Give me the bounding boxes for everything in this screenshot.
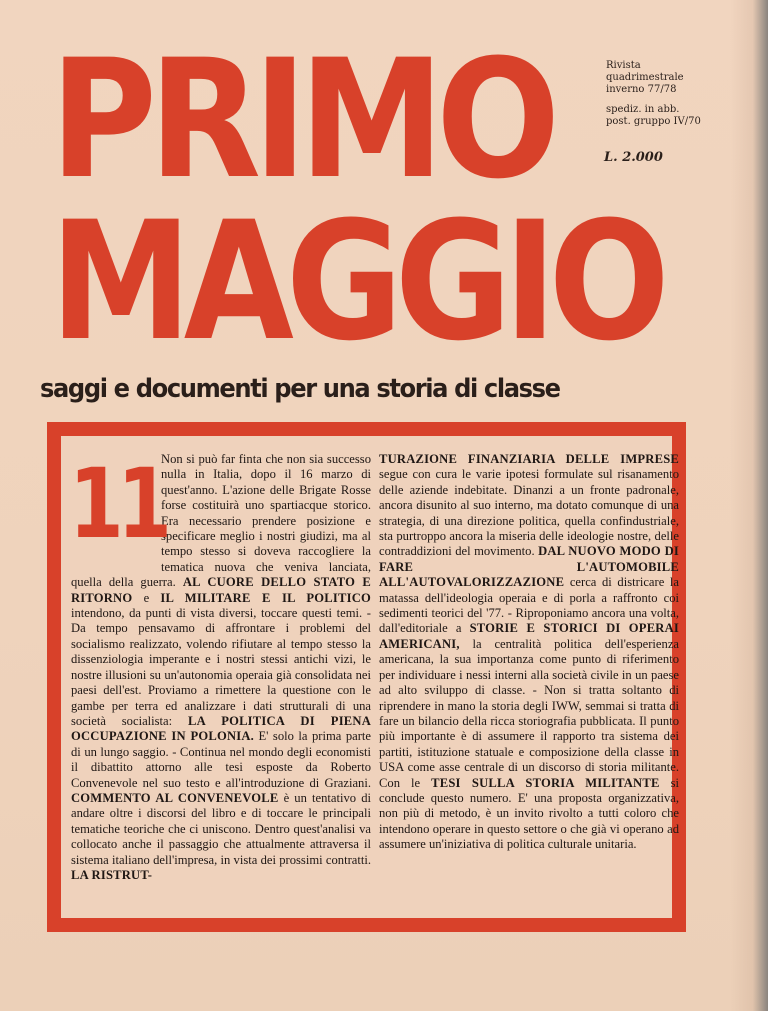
article-title: AL CUORE DELLO STATO E RITORNO: [71, 575, 371, 605]
editorial-text: E' solo la prima parte di un lungo saggio. - Continua nel mondo degli economisti il dibattito attorno alle tesi esposte da Roberto Convenevole nel suo testo e all'introduzione di Graziani.: [71, 729, 371, 790]
editorial-text: si conclude questo numero. E' una proposta organizzativa, non più di metodo, è un invito rivolto a tutti coloro che intendono operare in questo settore o che già vi operano ad assumere un'iniziativa di politica culturale unitaria.: [379, 775, 679, 852]
editorial-text: intendono, da punti di vista diversi, toccare questi temi. - Da tempo pensavamo di affrontare i problemi del socialismo realizzato, volendo rifiutare al tempo stesso la dissenziologia imperante e i nostri stessi antichi vizi, le nostre illusioni su un'autonomia operaia già consolidata nei paesi dell'est. Proviamo a rimettere la questione con le gambe per terra ed analizzare i dati strutturali di una società socialista:: [71, 606, 371, 728]
price: L. 2.000: [604, 150, 663, 165]
article-title: LA POLITICA DI PIENA OCCUPAZIONE IN POLONIA.: [71, 713, 371, 744]
masthead: [0, 0, 768, 404]
editorial-text-right: [379, 452, 679, 853]
info-line: inverno 77/78: [606, 84, 677, 95]
subtitle: saggi e documenti per una storia di classe: [40, 374, 560, 404]
issue-number: 11: [69, 448, 166, 560]
article-title: TURAZIONE FINANZIARIA DELLE IMPRESE: [379, 452, 679, 466]
article-title: LA RISTRUT-: [71, 867, 153, 882]
publication-info: [606, 60, 701, 128]
article-title: STORIE E STORICI DI OPERAI AMERICANI,: [379, 621, 679, 651]
editorial-text: Non si può far finta che non sia successo nulla in Italia, dopo il 16 marzo di quest'anno. L'azione delle Brigate Rosse forse costituirà uno spartiacque storico. Era necessario prendere posizione e specificare meglio i nostri giudizi, ma al tempo stesso si doveva raccogliere la tematica nuova che veniva lanciata, quella della guerra.: [71, 452, 371, 590]
editorial-column-left: [69, 448, 371, 883]
article-title: COMMENTO AL CONVENEVOLE: [71, 790, 279, 805]
editorial-text: segue con cura le varie ipotesi formulate sul risanamento delle aziende indebitate. Dinanzi a un fronte padronale, ancora disunito al suo interno, ma dotato comunque di una strategia, di una direzione politica, quella confindustriale, sta purtroppo ancora la miseria delle ideologie nostre, delle contraddizioni del movimento.: [379, 467, 679, 559]
editorial-text: è un tentativo di andare oltre i discorsi del libro e di toccare le principali tematiche teoriche che ci uniscono. Dentro quest'analisi va collocato anche il passaggio che attualmente attraversa il sistema italiano dell'impresa, in vista dei prossimi contratti.: [71, 790, 371, 867]
article-title: DAL NUOVO MODO DI FARE L'AUTOMOBILE ALL'AUTOVALORIZZAZIONE: [379, 544, 679, 590]
article-title: IL MILITARE E IL POLITICO: [160, 590, 371, 605]
editorial-text: cerca di districare la matassa dell'ideologia operaia e di porla a raffronto coi sedimenti teorici del '77. - Riproponiamo ancora una volta, dall'editoriale a: [379, 575, 679, 636]
article-title: TESI SULLA STORIA MILITANTE: [431, 775, 660, 790]
editorial-text: la centralità politica dell'esperienza americana, la sua importanza come punto di riferimento per individuare i nessi interni alla società civile in un paese ad alto sviluppo di classe. - Non si tratta soltanto di riprendere in mano la storia degli IWW, semmai si tratta di fare un bilancio della ricca storiografia pubblicata. Il punto più importante è di assumere il rapporto tra sistema dei partiti, istituzione statuale e composizione della classe in USA come asse centrale di un discorso di storia militante. Con le: [379, 636, 679, 790]
info-line: spediz. in abb.: [606, 104, 680, 115]
editorial-column-right: [379, 452, 679, 853]
info-line: quadrimestrale: [606, 72, 684, 83]
editorial-text: e: [132, 590, 161, 605]
title-maggio: MAGGIO: [50, 186, 662, 377]
title-primo: PRIMO: [50, 24, 553, 215]
editorial-box: [47, 422, 686, 932]
info-line: post. gruppo IV/70: [606, 116, 701, 127]
info-line: Rivista: [606, 60, 641, 71]
info-line: [606, 96, 701, 104]
